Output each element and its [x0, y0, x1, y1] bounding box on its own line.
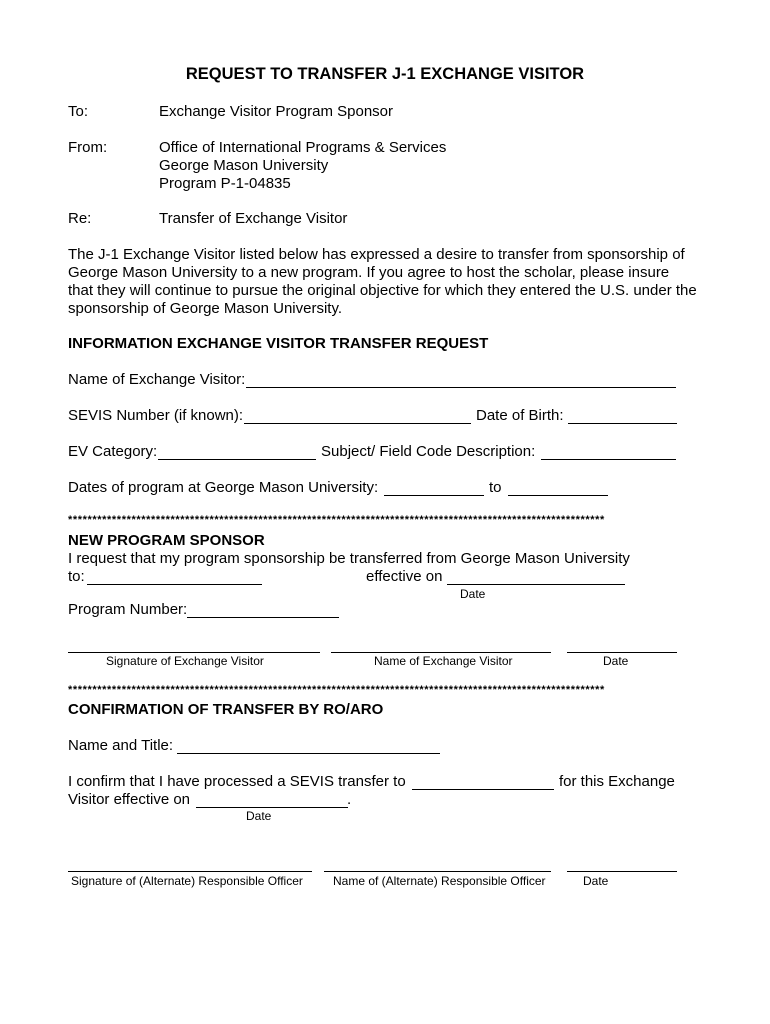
- re-value: Transfer of Exchange Visitor: [159, 210, 348, 227]
- exchange-visitor-name-caption: Name of Exchange Visitor: [374, 654, 513, 668]
- new-sponsor-date-caption: Date: [460, 587, 486, 601]
- new-sponsor-to-field[interactable]: [87, 584, 262, 585]
- info-section-heading: INFORMATION EXCHANGE VISITOR TRANSFER REQUEST: [68, 335, 489, 352]
- officer-name-caption: Name of (Alternate) Responsible Officer: [333, 874, 546, 888]
- new-sponsor-to-label: to:: [68, 568, 85, 585]
- from-label: From:: [68, 139, 108, 156]
- separator-1: **************************************************************************************************************: [68, 514, 605, 526]
- confirm-text-a: I confirm that I have processed a SEVIS transfer to: [68, 773, 406, 790]
- confirm-transfer-to-field[interactable]: [412, 789, 554, 790]
- name-of-visitor-field[interactable]: [246, 387, 676, 388]
- new-sponsor-effective-date-field[interactable]: [447, 584, 625, 585]
- exchange-visitor-name-field[interactable]: [331, 652, 551, 653]
- subject-field-code-field[interactable]: [541, 459, 676, 460]
- new-sponsor-effective-label: effective on: [366, 568, 443, 585]
- intro-line-1: The J-1 Exchange Visitor listed below has expressed a desire to transfer from sponsorship of: [68, 246, 685, 263]
- intro-line-3: that they will continue to pursue the original objective for which they entered the U.S. under the: [68, 282, 697, 299]
- officer-name-field[interactable]: [324, 871, 551, 872]
- sevis-number-field[interactable]: [244, 423, 471, 424]
- program-dates-label: Dates of program at George Mason University:: [68, 479, 379, 496]
- officer-signature-caption: Signature of (Alternate) Responsible Officer: [71, 874, 303, 888]
- program-number-label: Program Number:: [68, 601, 188, 618]
- confirmation-heading: CONFIRMATION OF TRANSFER BY RO/ARO: [68, 701, 384, 718]
- re-label: Re:: [68, 210, 92, 227]
- new-sponsor-heading: NEW PROGRAM SPONSOR: [68, 532, 265, 549]
- program-number-field[interactable]: [187, 617, 339, 618]
- intro-line-2: George Mason University to a new program. If you agree to host the scholar, please insure: [68, 264, 670, 281]
- from-line-1: Office of International Programs & Services: [159, 139, 447, 156]
- sevis-number-label: SEVIS Number (if known):: [68, 407, 244, 424]
- program-dates-to-label: to: [489, 479, 502, 496]
- confirm-effective-date-field[interactable]: [196, 807, 348, 808]
- date-of-birth-field[interactable]: [568, 423, 677, 424]
- page-title: REQUEST TO TRANSFER J-1 EXCHANGE VISITOR: [185, 65, 585, 83]
- separator-2: **************************************************************************************************************: [68, 684, 605, 696]
- exchange-visitor-date-field[interactable]: [567, 652, 677, 653]
- to-value: Exchange Visitor Program Sponsor: [159, 103, 394, 120]
- confirm-date-caption: Date: [246, 809, 272, 823]
- name-and-title-label: Name and Title:: [68, 737, 174, 754]
- confirm-text-b: for this Exchange: [559, 773, 675, 790]
- new-sponsor-request-line: I request that my program sponsorship be transferred from George Mason University: [68, 550, 630, 567]
- from-line-2: George Mason University: [159, 157, 329, 174]
- date-of-birth-label: Date of Birth:: [476, 407, 564, 424]
- exchange-visitor-date-caption: Date: [603, 654, 629, 668]
- ev-category-label: EV Category:: [68, 443, 158, 460]
- name-of-visitor-label: Name of Exchange Visitor:: [68, 371, 246, 388]
- confirm-period: .: [347, 791, 352, 808]
- confirm-text-c: Visitor effective on: [68, 791, 191, 808]
- from-line-3: Program P-1-04835: [159, 175, 291, 192]
- program-end-date-field[interactable]: [508, 495, 608, 496]
- program-start-date-field[interactable]: [384, 495, 484, 496]
- to-label: To:: [68, 103, 89, 120]
- intro-line-4: sponsorship of George Mason University.: [68, 300, 343, 317]
- exchange-visitor-signature-field[interactable]: [68, 652, 320, 653]
- subject-field-code-label: Subject/ Field Code Description:: [321, 443, 536, 460]
- officer-signature-field[interactable]: [68, 871, 312, 872]
- exchange-visitor-signature-caption: Signature of Exchange Visitor: [106, 654, 264, 668]
- officer-date-field[interactable]: [567, 871, 677, 872]
- officer-date-caption: Date: [583, 874, 609, 888]
- name-and-title-field[interactable]: [177, 753, 440, 754]
- ev-category-field[interactable]: [158, 459, 316, 460]
